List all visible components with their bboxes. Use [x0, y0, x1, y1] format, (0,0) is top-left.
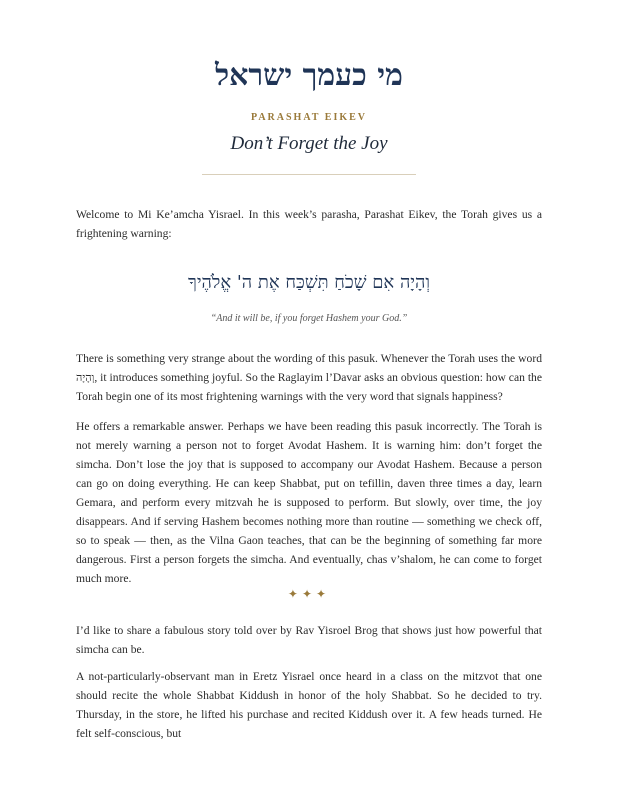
paragraph-story-intro: I’d like to share a fabulous story told over by Rav Yisroel Brog that shows just how powerful that simcha can be. — [76, 624, 542, 656]
parasha-label: PARASHAT EIKEV — [250, 112, 368, 123]
paragraph-question — [76, 349, 542, 406]
paragraph-answer: He offers a remarkable answer. Perhaps we have been reading this pasuk incorrectly. The Torah is not merely warning a person not to forget Avodat Hashem. It is warning him: don’t forget the simcha. Don’t lose the joy that is supposed to accompany our Avodat Hashem. Because a person can go on doing everything. He can keep Shabbat, put on tefillin, daven three times a day, learn Gemara, and perform every mitzvah he is supposed to perform. But slowly, over time, the joy disappears. And if serving Hashem becomes nothing more than routine — something we check off, so to speak — then, as the Vilna Gaon teaches, that can be the beginning of something far more dangerous. First a person forgets the simcha. And eventually, chas v’shalom, he can come to forget much more. — [76, 420, 542, 585]
pasuk-hebrew: וְהָיָה אִם שָׁכֹחַ תִּשְׁכַּח אֶת ה' אֱלֹהֶיךָ — [188, 272, 430, 293]
hebrew-title: מי כעמך ישראל — [215, 58, 403, 93]
intro-paragraph: Welcome to Mi Ke’amcha Yisrael. In this week’s parasha, Parashat Eikev, the Torah gives us a frightening warning: — [76, 208, 542, 240]
pasuk-translation: “And it will be, if you forget Hashem your God.” — [210, 313, 408, 324]
section-divider-stars: ✦✦✦ — [287, 587, 331, 601]
title-divider — [202, 174, 416, 175]
article-subtitle: Don’t Forget the Joy — [230, 133, 388, 154]
paragraph-question-end: , it introduces something joyful. So the Raglayim l’Davar asks an obvious question: how can the Torah begin one of its most frightening warnings with the very word that signals happiness? — [76, 371, 542, 403]
paragraph-story: A not-particularly-observant man in Eretz Yisrael once heard in a class on the mitzvot that one should recite the whole Shabbat Kiddush in honor of the holy Shabbat. So he decided to try. Thursday, in the store, he lifted his purchase and recited Kiddush over it. A few heads turned. He felt self-conscious, but — [76, 670, 542, 740]
paragraph-question-start: There is something very strange about the wording of this pasuk. Whenever the Torah uses the word — [76, 352, 542, 365]
hebrew-word-vehaya: וְהָיָה — [76, 371, 95, 384]
